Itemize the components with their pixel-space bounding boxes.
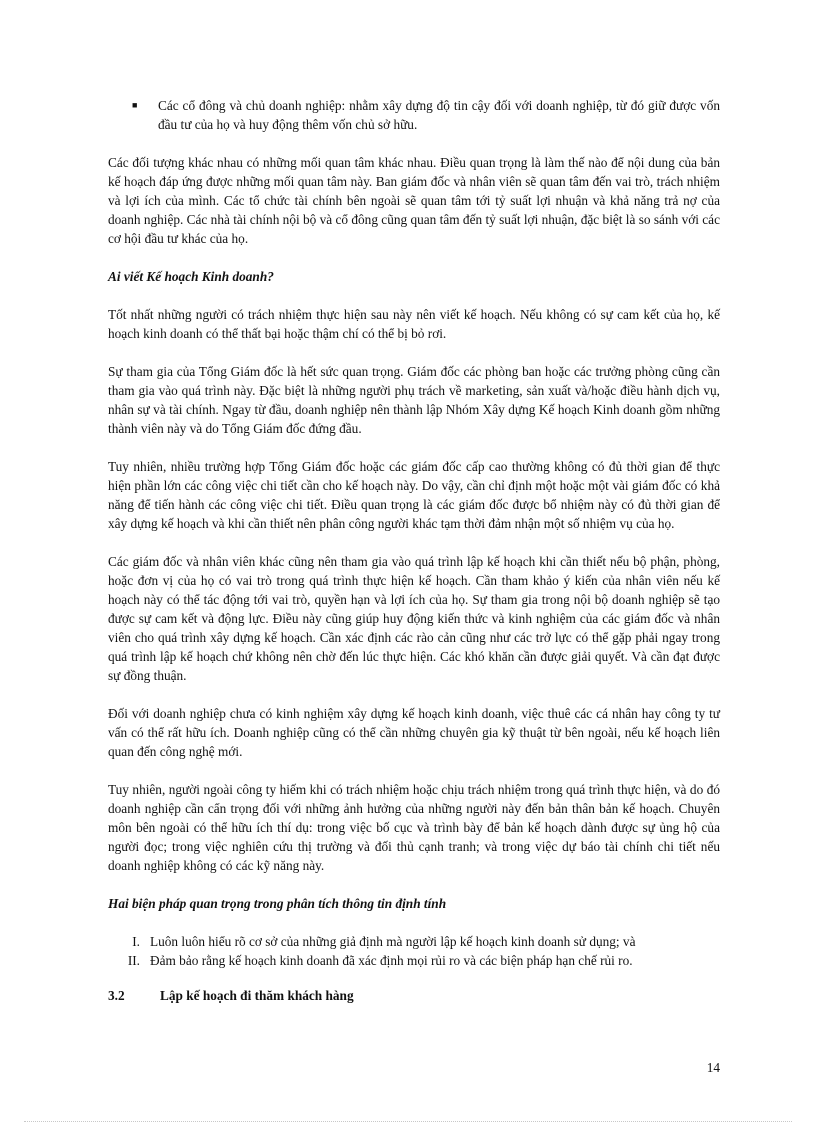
list-item-number: I. — [132, 934, 140, 949]
paragraph: Các giám đốc và nhân viên khác cũng nên tham gia vào quá trình lập kế hoạch khi cần thiết nếu bộ phận, phòng, hoặc đơn vị của họ có vai trò trong quá trình thực hiện kế hoạch. Cần tham khảo ý kiến của nhân viên nếu kế hoạch này có thể tác động tới vai trò, quyền hạn và lợi ích của họ. Sự tham gia trong nội bộ doanh nghiệp sẽ tạo được sự cam kết và động lực. Điều này cũng giúp huy động kiến thức và kinh nghiệm của các giám đốc và nhân viên cho quá trình xây dựng kế hoạch. Cần xác định các rào cản cũng như các trở lực có thể gặp phải ngay trong quá trình lập kế hoạch chứ không nên chờ đến lúc thực hiện. Các khó khăn cần được giải quyết. Và cần đạt được sự đồng thuận. — [108, 554, 720, 683]
list-item-number: II. — [127, 953, 140, 968]
list-item-text: Luôn luôn hiểu rõ cơ sở của những giả định mà người lập kế hoạch kinh doanh sử dụng; và — [150, 934, 636, 949]
paragraph: Tốt nhất những người có trách nhiệm thực hiện sau này nên viết kế hoạch. Nếu không có sự cam kết của họ, kế hoạch kinh doanh có thể thất bại hoặc thậm chí có thể bị bỏ rơi. — [108, 307, 720, 341]
list-item — [108, 932, 720, 951]
list-item-text: Đảm bảo rằng kế hoạch kinh doanh đã xác định mọi rủi ro và các biện pháp hạn chế rủi ro. — [150, 953, 633, 968]
section-heading — [108, 986, 720, 1005]
square-bullet-icon: ■ — [132, 100, 138, 110]
paragraph: Sự tham gia của Tổng Giám đốc là hết sức quan trọng. Giám đốc các phòng ban hoặc các trưởng phòng cũng cần tham gia vào quá trình này. Đặc biệt là những người phụ trách về marketing, sản xuất và/hoặc điều hành dịch vụ, nhân sự và tài chính. Ngay từ đầu, doanh nghiệp nên thành lập Nhóm Xây dựng Kế hoạch Kinh doanh gồm những thành viên này và do Tổng Giám đốc đứng đầu. — [108, 364, 720, 436]
paragraph: Các đối tượng khác nhau có những mối quan tâm khác nhau. Điều quan trọng là làm thế nào để nội dung của bản kế hoạch đáp ứng được những mối quan tâm này. Ban giám đốc và nhân viên sẽ quan tâm đến vai trò, trách nhiệm và lợi ích của mình. Các tổ chức tài chính bên ngoài sẽ quan tâm tới tỷ suất lợi nhuận và khả năng trả nợ của doanh nghiệp. Các nhà tài chính nội bộ và cổ đông cũng quan tâm đến tỷ suất lợi nhuận, đặc biệt là so sánh với các cơ hội đầu tư khác của họ. — [108, 155, 720, 246]
paragraph: Đối với doanh nghiệp chưa có kinh nghiệm xây dựng kế hoạch kinh doanh, việc thuê các cá nhân hay công ty tư vấn có thể rất hữu ích. Doanh nghiệp cũng có thể cần những chuyên gia kỹ thuật từ bên ngoài, nếu kế hoạch liên quan đến công nghệ mới. — [108, 706, 720, 759]
section-number: 3.2 — [108, 988, 125, 1003]
bullet-item — [132, 96, 720, 134]
paragraph: Tuy nhiên, người ngoài công ty hiếm khi có trách nhiệm hoặc chịu trách nhiệm trong quá trình thực hiện, và do đó doanh nghiệp cần cẩn trọng đối với những ảnh hưởng của những người này đến bản thân bản kế hoạch. Chuyên môn bên ngoài có thể hữu ích thí dụ: trong việc bố cục và trình bày để bản kế hoạch dành được sự ủng hộ của người đọc; trong việc nghiên cứu thị trường và đối thủ cạnh tranh; và trong việc dự báo tài chính chi tiết nếu doanh nghiệp không có các kỹ năng này. — [108, 782, 720, 873]
page-bottom-divider — [24, 1121, 792, 1122]
subheading-two-measures: Hai biện pháp quan trọng trong phân tích thông tin định tính — [108, 896, 447, 911]
list-item — [108, 951, 720, 970]
roman-numbered-list — [108, 932, 720, 970]
subheading-who-writes: Ai viết Kế hoạch Kinh doanh? — [108, 269, 274, 284]
bullet-text: Các cổ đông và chủ doanh nghiệp: nhằm xây dựng độ tin cậy đối với doanh nghiệp, từ đó giữ được vốn đầu tư của họ và huy động thêm vốn chủ sở hữu. — [158, 98, 720, 132]
paragraph: Tuy nhiên, nhiều trường hợp Tổng Giám đốc hoặc các giám đốc cấp cao thường không có đủ thời gian để thực hiện phần lớn các công việc chi tiết cần cho kế hoạch này. Do vậy, cần chỉ định một hoặc một vài giám đốc có khả năng để tiến hành các công việc chi tiết. Điều quan trọng là các giám đốc được bổ nhiệm này có đủ thời gian để xây dựng kế hoạch và khi cần thiết nên phân công người khác tạm thời đảm nhận một số nhiệm vụ của họ. — [108, 459, 720, 531]
page-number: 14 — [706, 1060, 720, 1075]
section-title: Lập kế hoạch đi thăm khách hàng — [160, 988, 354, 1003]
page-content — [108, 96, 720, 1005]
